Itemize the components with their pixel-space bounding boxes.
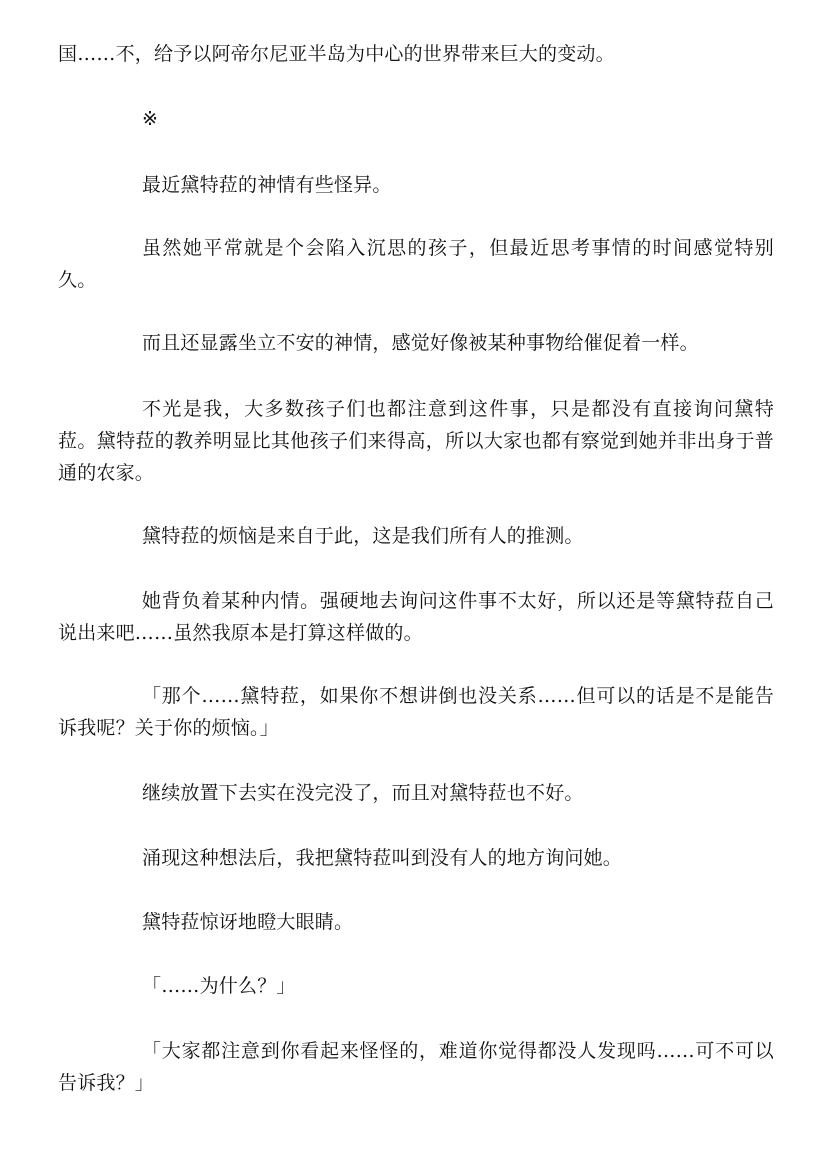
paragraph: 而且还显露坐立不安的神情，感觉好像被某种事物给催促着一样。 <box>142 332 699 354</box>
paragraph-continuation: 国……不，给予以阿帝尔尼亚半岛为中心的世界带来巨大的变动。 <box>58 43 615 65</box>
paragraph: 不光是我，大多数孩子们也都注意到这件事，只是都没有直接询问黛特菈。黛特菈的教养明显比其他孩子们来得高，所以大家也都有察觉到她并非出身于普通的农家。 <box>58 398 774 484</box>
paragraph: 最近黛特菈的神情有些怪异。 <box>142 174 392 196</box>
paragraph: 她背负着某种内情。强硬地去询问这件事不太好，所以还是等黛特菈自己说出来吧……虽然我原本是打算这样做的。 <box>58 590 774 644</box>
paragraph: 虽然她平常就是个会陷入沉思的孩子，但最近思考事情的时间感觉特别久。 <box>58 237 774 291</box>
dialogue-line: 「……为什么？」 <box>142 975 296 997</box>
scene-break-marker: ※ <box>142 108 159 130</box>
dialogue-line: 「大家都注意到你看起来怪怪的，难道你觉得都没人发现吗……可不可以告诉我？」 <box>58 1040 774 1094</box>
paragraph: 黛特菈的烦恼是来自于此，这是我们所有人的推测。 <box>142 525 584 547</box>
paragraph: 黛特菈惊讶地瞪大眼睛。 <box>142 911 354 933</box>
dialogue-line: 「那个……黛特菈，如果你不想讲倒也没关系……但可以的话是不是能告诉我呢？关于你的烦恼。」 <box>58 685 774 739</box>
paragraph: 继续放置下去实在没完没了，而且对黛特菈也不好。 <box>142 782 584 804</box>
paragraph: 涌现这种想法后，我把黛特菈叫到没有人的地方询问她。 <box>142 847 623 869</box>
